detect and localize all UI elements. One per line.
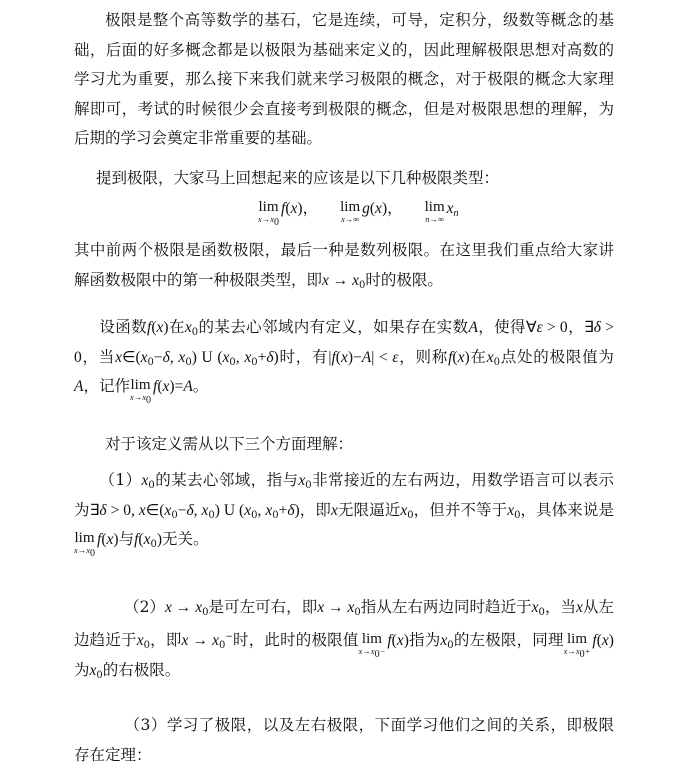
paragraph-intro: 极限是整个高等数学的基石，它是连续，可导，定积分，级数等概念的基础，后面的好多概念都是以极限为基础来定义的，因此理解极限思想对高数的学习尤为重要，那么接下来我们就来学习极限的概念，对于极限的概念大家理解即可，考试的时候很少会直接考到极限的概念，但是对极限思想的理解，为后期的学习会奠定非常重要的基础。 (74, 11, 614, 147)
formula-limit-types: lim $x\to x_0$ f(x)， lim x→∞ g(x)， lim n→∞ $x_n$ (258, 199, 459, 228)
paragraph-limit-types-lead: 提到极限，大家马上回想起来的应该是以下几种极限类型： (96, 169, 500, 187)
paragraph-point-1: $(1)x_0$的某去心邻域，指与$x_0$非常接近的左右两边，用数学语言可以表示为∃δ > 0, $x\in(x_0-\delta$, $x_0$) U ($x_0$, $x_0+\delta$)，即x无限逼近$x_0$，但并不等于$x_0$，具体来说是 lim $x\to x_0$ f(x)与$f(x_0)$无关。 (74, 471, 614, 559)
paragraph-definition: 设函数f(x)在$x_0$的某去心邻域内有定义，如果存在实数A，使得∀ε > 0，∃δ > 0，当$x\in(x_0-\delta$, $x_0$) U ($x_0$, $x_0+\delta$)时，有|f(x)−A| < ε，则称f(x)在$x_0$点处的极限值为A，记作 lim $x\to x_0$ f(x)=A。 (74, 318, 614, 406)
paragraph-function-limit: 其中前两个极限是函数极限，最后一种是数列极限。在这里我们重点给大家讲解函数极限中的第一种极限类型，即$x \to x_0$时的极限。 (74, 241, 614, 291)
paragraph-point-2: $(2)x \to x_0$是可左可右，即$x \to x_0$指从左右两边同时趋近于$x_0$，当x从左边趋近于$x_0$，即$x \to x_0^-$时，此时的极限值 lim $x\to x_0-$ f(x)指为$x_0$的左极限，同理 lim $x\to x_0+$ f(x)为$x_0$的右极限。 (74, 598, 614, 681)
paragraph-three-aspects: 对于该定义需从以下三个方面理解： (105, 435, 354, 453)
paragraph-point-3: （3）学习了极限，以及左右极限，下面学习他们之间的关系，即极限存在定理： (74, 716, 614, 764)
